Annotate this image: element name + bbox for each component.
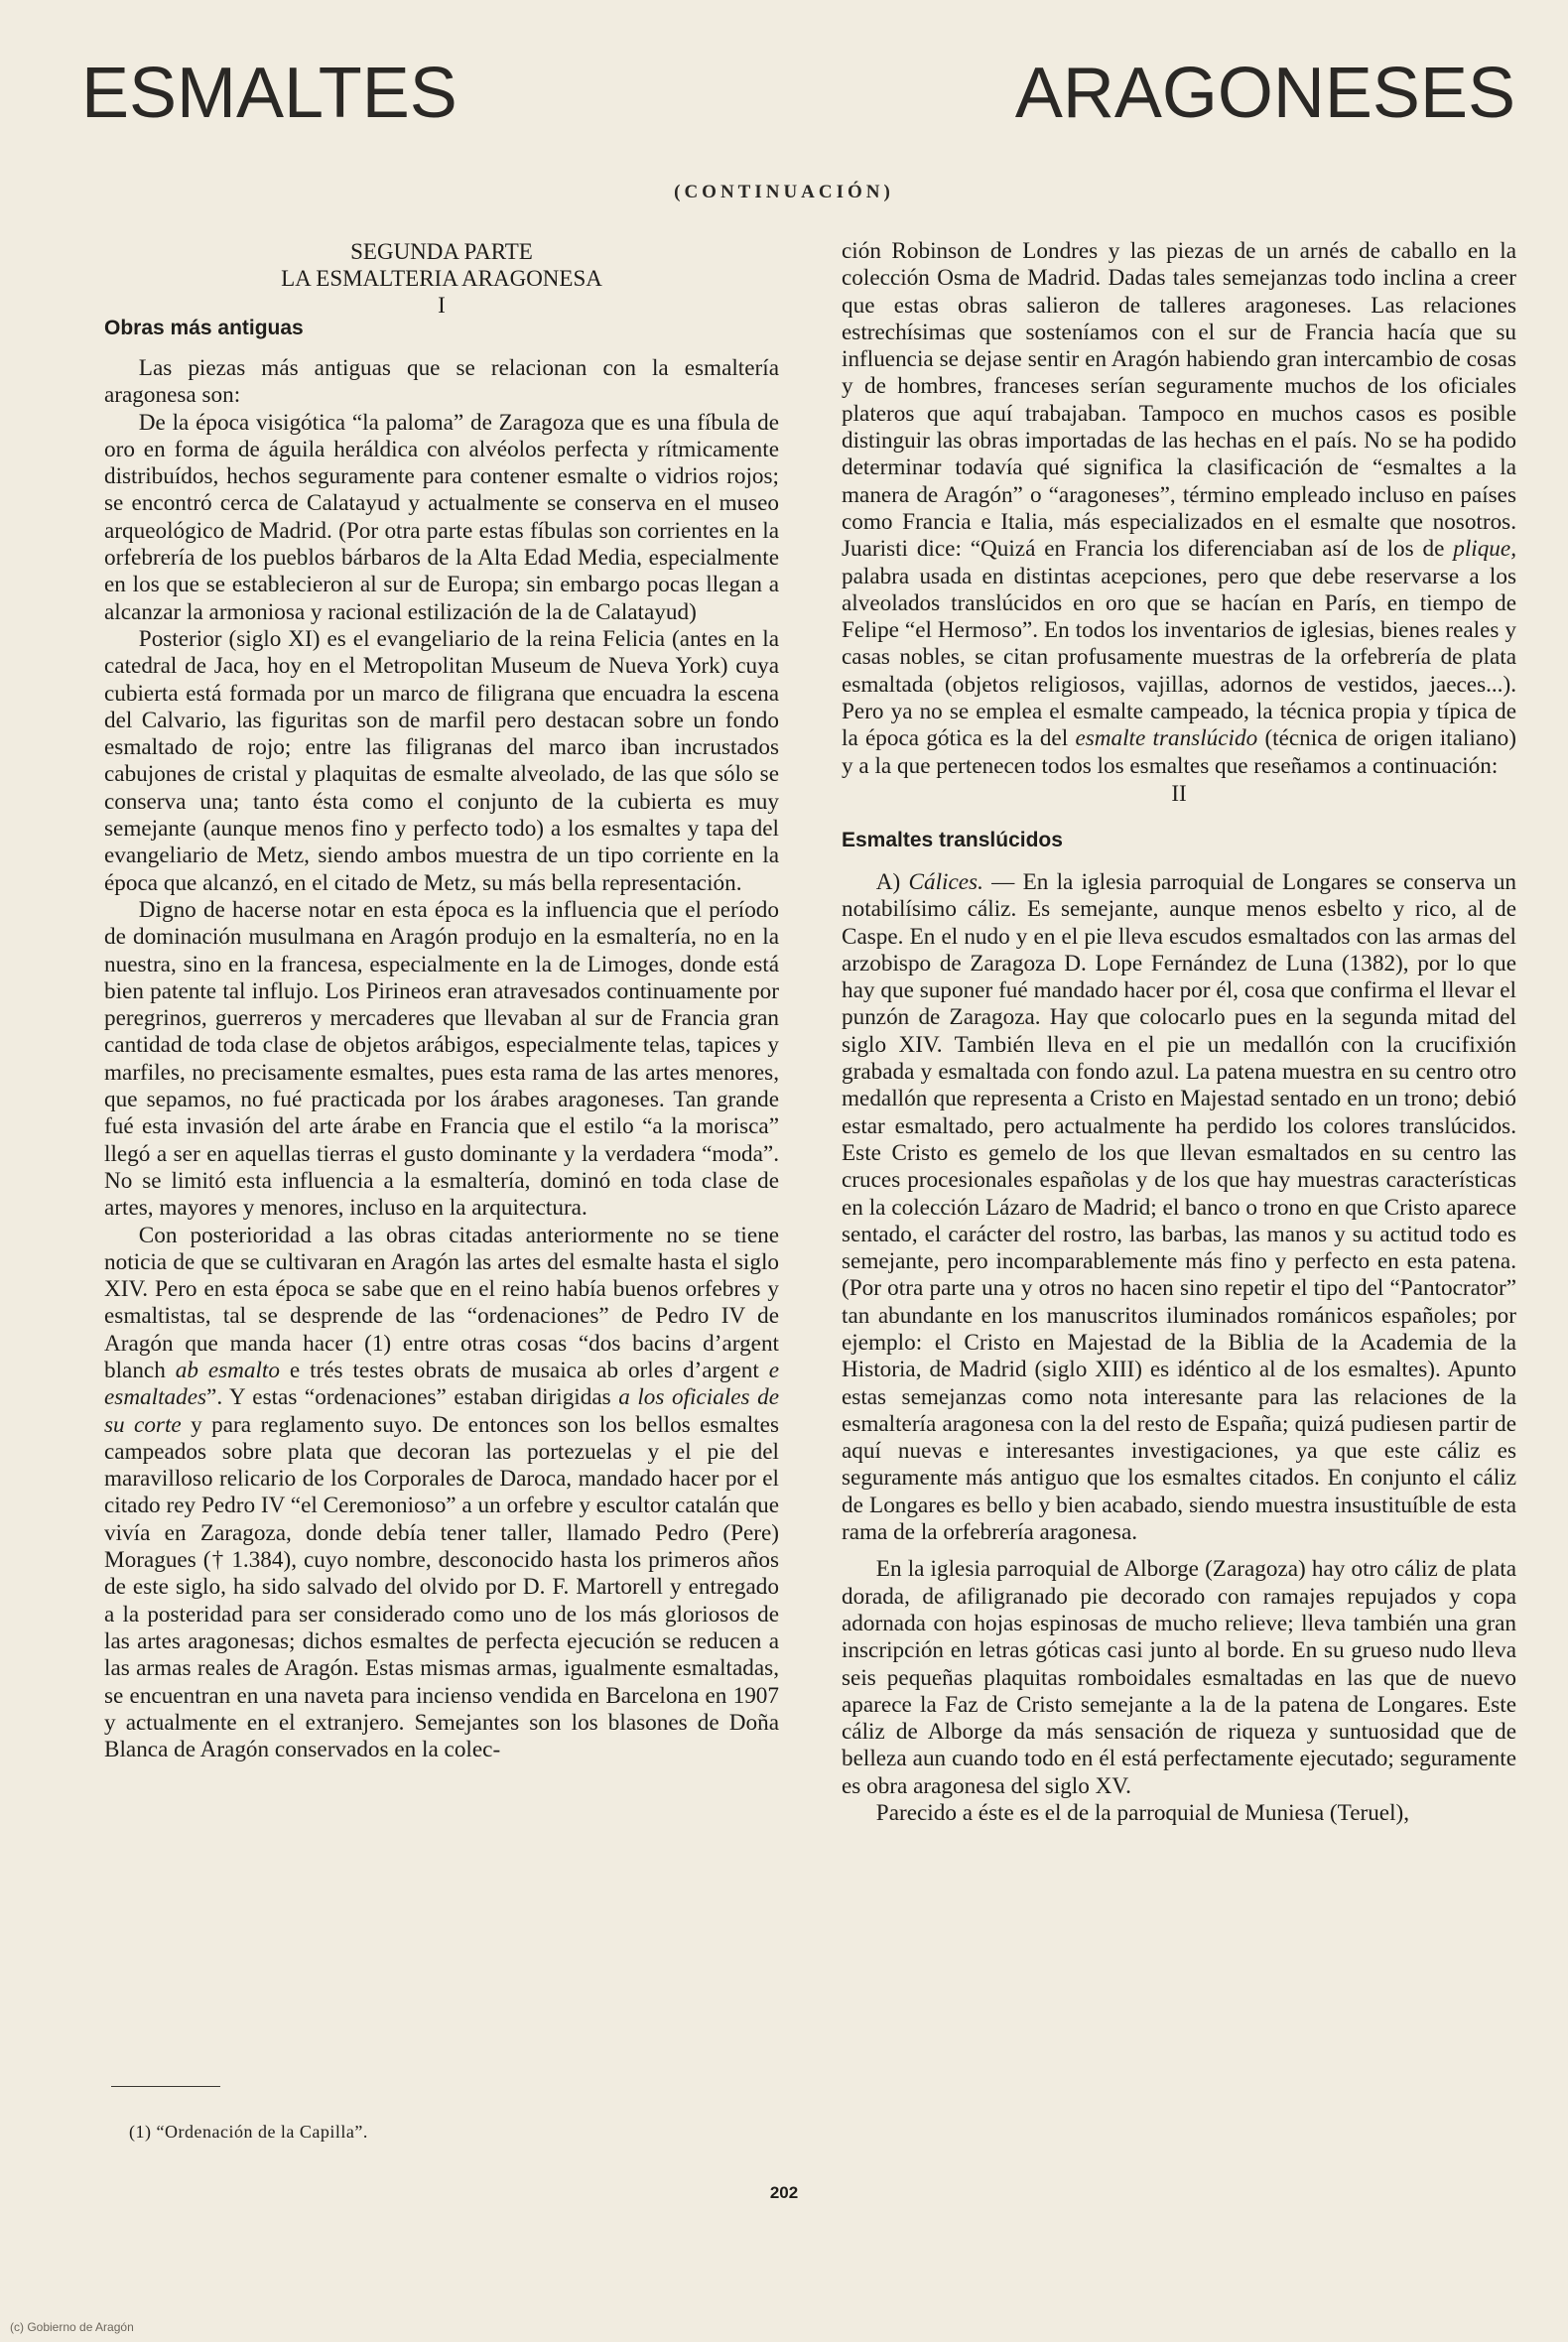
copyright-credit: (c) Gobierno de Aragón [10,2320,134,2334]
title-word-1: ESMALTES [81,54,457,133]
continuation-subtitle: (CONTINUACIÓN) [674,182,894,202]
paragraph: Con posterioridad a las obras citadas anteriormente no se tiene noticia de que se cultivaran en Aragón las artes del esmalte hasta el siglo XIV. Pero en esta época se sabe que en el reino había buenos orfebres y esmaltistas, tal se desprende de las “ordenaciones” de Pedro IV de Aragón que manda hacer (1) entre otras cosas “dos bacins d’argent blanch ab esmalto e trés testes obrats de musaica ab orles d’argent e esmaltades”. Y estas “ordenaciones” estaban dirigidas a los oficiales de su corte y para reglamento suyo. De entonces son los bellos esmaltes campeados sobre plata que decoran las portezuelas y el pie del maravilloso relicario de los Corporales de Daroca, mandado hacer por el citado rey Pedro IV “el Ceremonioso” a un orfebre y escultor catalán que vivía en Zaragoza, donde debía tener taller, llamado Pedro (Pere) Moragues († 1.384), cuyo nombre, desconocido hasta los primeros años de este siglo, ha sido salvado del olvido por D. F. Martorell y entregado a la posteridad para ser considerado como uno de los más gloriosos de las artes aragonesas; dichos esmaltes de perfecta ejecución se reducen a las armas reales de Aragón. Estas mismas armas, igualmente esmaltadas, se encuentran en una naveta para incienso vendida en Barcelona en 1907 y actualmente en el extranjero. Semejantes son los blasones de Doña Blanca de Aragón conservados en la colec- [104,1222,779,1763]
footnote-rule [111,2086,220,2087]
left-column [104,238,779,1763]
section-numeral-ii: II [1171,780,1187,806]
title-word-2: ARAGONESES [1014,54,1515,133]
paragraph: En la iglesia parroquial de Alborge (Zaragoza) hay otro cáliz de plata dorada, de afiligranado pie decorado con ramajes repujados y copa adornada con hojas espinosas de mucho relieve; lleva también una gran inscripción en letras góticas casi junto al borde. En su grueso nudo lleva seis pequeñas plaquitas romboidales esmaltadas en las que de nuevo aparece la Faz de Cristo semejante a la de la patena de Longares. Este cáliz de Alborge da más sensación de riqueza y suntuosidad que de belleza aun cuando todo en él está perfectamente ejecutado; seguramente es obra aragonesa del siglo XV. [842,1556,1516,1799]
page-number: 202 [769,2183,799,2202]
paragraph: Parecido a éste es el de la parroquial de Muniesa (Teruel), [875,1800,1410,1827]
part-title: LA ESMALTERIA ARAGONESA [281,266,602,291]
section-numeral-i: I [438,293,446,318]
section-heading-translucidos: Esmaltes translúcidos [842,828,1063,851]
section-heading-obras: Obras más antiguas [104,317,304,339]
footnote: (1) “Ordenación de la Capilla”. [129,2122,368,2142]
part-heading: SEGUNDA PARTE [350,239,533,264]
paragraph: A) Cálices. — En la iglesia parroquial de Longares se conserva un notabilísimo cáliz. Es semejante, aunque menos esbelto y rico, al de Caspe. En el nudo y en el pie lleva escudos esmaltados con las armas del arzobispo de Zaragoza D. Lope Fernández de Luna (1382), por lo que hay que suponer fué mandado hacer por él, cosa que confirma el llevar el punzón de Zaragoza. Hay que colocarlo pues en la segunda mitad del siglo XIV. También lleva en el pie un medallón con la crucifixión grabada y esmaltada con fondo azul. La patena muestra en su centro otro medallón que representa a Cristo en Majestad sentado en un trono; debió estar esmaltado, pero actualmente ha perdido los colores translúcidos. Este Cristo es gemelo de los que llevan esmaltados en su centro las cruces procesionales españolas y de los que hay muestras características en la colección Lázaro de Madrid; el banco o trono en que Cristo aparece sentado, el carácter del rostro, las barbas, las manos y su actitud todo es semejante, pero incomparablemente más fino y perfecto en esta patena. (Por otra parte una y otros no hacen sino repetir el tipo del “Pantocrator” tan abundante en los manuscritos iluminados románicos españoles; por ejemplo: el Cristo en Majestad de la Biblia de la Academia de la Historia, de Madrid (siglo XIII) es idéntico al de los esmaltes). Apunto estas semejanzas como nota interesante para las relaciones de la esmaltería aragonesa con la del resto de España; quizá pudiesen partir de aquí nuevas e interesantes investigaciones, ya que este cáliz es seguramente más antiguo que los esmaltes citados. En conjunto el cáliz de Longares es bello y bien acabado, siendo muestra insustituíble de esta rama de la orfebrería aragonesa. [842,868,1517,1546]
paragraph: ción Robinson de Londres y las piezas de un arnés de caballo en la colección Osma de Madrid. Dadas tales semejanzas todo inclina a creer que estas obras salieron de talleres aragoneses. Las relaciones estrechísimas que sosteníamos con el sur de Francia hacía que su influencia se dejase sentir en Aragón habiendo gran intercambio de cosas y de hombres, franceses serían seguramente muchos de los oficiales plateros que aquí trabajaban. Tampoco en muchos casos es posible distinguir las obras importadas de las hechas en el país. No se ha podido determinar todavía qué significa la clasificación de “esmaltes a la manera de Aragón” o “aragoneses”, término empleado incluso en países como Francia e Italia, más especializados en el esmalte que nosotros. Juaristi dice: “Quizá en Francia los diferenciaban así de los de plique, palabra usada en distintas acepciones, pero que debe reservarse a los alveolados translúcidos en oro que se hacían en París, en tiempo de Felipe “el Hermoso”. En todos los inventarios de iglesias, bienes reales y casas nobles, se citan profusamente muestras de la orfebrería de plata esmaltada (objetos religiosos, vajillas, adornos de vestidos, jaeces...). Pero ya no se emplea el esmalte campeado, la técnica propia y típica de la época gótica es la del esmalte translúcido (técnica de origen italiano) y a la que pertenecen todos los esmaltes que reseñamos a continuación: [842,238,1516,779]
paragraph: Las piezas más antiguas que se relacionan con la esmaltería aragonesa son: [104,355,779,409]
article-title [81,54,1515,133]
paragraph: De la época visigótica “la paloma” de Zaragoza que es una fíbula de oro en forma de águila heráldica con alvéolos perfecta y rítmicamente distribuídos, hechos seguramente para contener esmalte o vidrios rojos; se encontró cerca de Calatayud y actualmente se conserva en el museo arqueológico de Madrid. (Por otra parte estas fíbulas son corrientes en la orfebrería de los pueblos bárbaros de la Alta Edad Media, especialmente en los que se establecieron al sur de Europa; sin embargo pocas llegan a alcanzar la armoniosa y racional estilización de la de Calatayud) [104,409,779,625]
right-column [842,238,1516,1827]
paragraph: Posterior (siglo XI) es el evangeliario de la reina Felicia (antes en la catedral de Jaca, hoy en el Metropolitan Museum de Nueva York) cuya cubierta está formada por un marco de filigrana que encuadra la escena del Calvario, las figuritas son de marfil pero destacan sobre un fondo esmaltado de rojo; entre las filigranas del marco iban incrustados cabujones de cristal y plaquitas de esmalte alveolado, de las que sólo se conserva una; tanto ésta como el conjunto de la cubierta es muy semejante (aunque menos fino y perfecto todo) a los esmaltes y tapa del evangeliario de Metz, siendo ambos muestra de un tipo corriente en la época que alcanzó, en el citado de Metz, su más bella representación. [104,625,779,896]
paragraph: Digno de hacerse notar en esta época es la influencia que el período de dominación musulmana en Aragón produjo en la esmaltería, no en la nuestra, sino en la francesa, especialmente en la de Limoges, donde está bien patente tal influjo. Los Pirineos eran atravesados continuamente por peregrinos, guerreros y mercaderes que llevaban al sur de Francia gran cantidad de toda clase de objetos arábigos, especialmente telas, tapices y marfiles, no precisamente esmaltes, pues esta rama de las artes menores, que sepamos, no fué practicada por los árabes aragoneses. Tan grande fué esta invasión del arte árabe en Francia que el estilo “a la morisca” llegó a ser en aquellas tierras el gusto dominante y la verdadera “moda”. No se limitó esta influencia a la esmaltería, dominó en toda clase de artes, mayores y menores, incluso en la arquitectura. [104,896,779,1222]
